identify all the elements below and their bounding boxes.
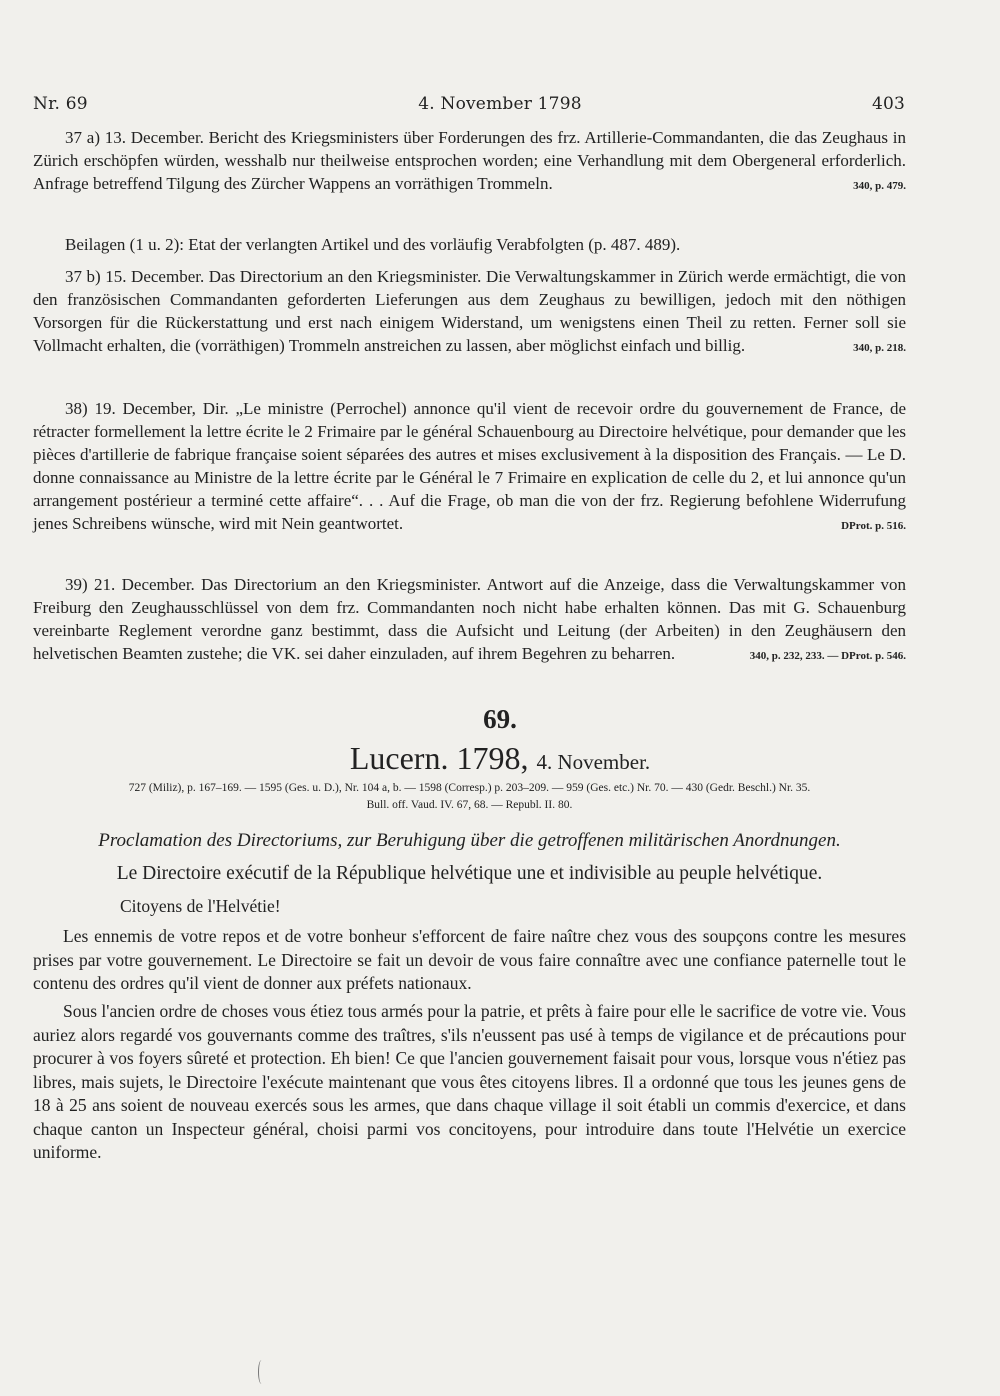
header-date: 4. November 1798 — [418, 94, 582, 114]
entry-38 — [33, 397, 906, 538]
entry-text: 38) 19. December, Dir. „Le ministre (Perrochel) annonce qu'il vient de recevoir ordre du gouvernement de France, de rétracter formellement la lettre écrite le 2 Frimaire par le général Schauenbourg au Directoire helvétique, pour demander que les pièces d'artillerie de fabrique française soient séparées des autres et mises exclusivement à la disposition des Français. — Le D. donne connaissance au Ministre de la lettre écrite par le Général le 7 Frimaire en explication de celle du 2, et lui annonce qu'un arrangement postérieur a terminé cette affaire“. . . Auf die Frage, ob man die von der frz. Regierung befohlene Widerrufung jenes Schreibens wünsche, wird mit Nein geantwortet. — [33, 399, 906, 533]
archive-reference: 340, p. 479. — [853, 180, 906, 192]
sources-line: 727 (Miliz), p. 167–169. — 1595 (Ges. u. D.), Nr. 104 a, b. — 1598 (Corresp.) p. 203–209. — 959 (Ges. etc.) Nr. 70. — 430 (Gedr. Beschl.) Nr. 35. — [128, 782, 811, 794]
sources-line: Bull. off. Vaud. IV. 67, 68. — Republ. II. 80. — [366, 799, 573, 811]
document-number: 69. — [483, 704, 517, 734]
entry-text: 37 b) 15. December. Das Directorium an den Kriegsminister. Die Verwaltungskammer in Zürich werde ermächtigt, die von den französischen Commandanten geforderten Lieferungen aus dem Zeughaus zu bewilligen, jedoch mit den nöthigen Vorsorgen für die Rückerstattung und erst nach einigem Widerstand, um wenigstens einen Theil zu retten. Ferner soll sie Vollmacht erhalten, die (vorräthigen) Trommeln anstreichen zu lassen, aber möglichst einfach und billig. — [33, 267, 906, 355]
entry-text: Beilagen (1 u. 2): Etat der verlangten Artikel und des vorläufig Verabfolgten (p. 487. 489). — [65, 235, 681, 254]
archive-reference: 340, p. 218. — [853, 342, 906, 354]
entry-beilagen — [33, 233, 906, 256]
entry-37b — [33, 265, 906, 360]
document-title — [0, 740, 1000, 777]
document-place-year: Lucern. 1798, — [349, 740, 529, 776]
proclamation-paragraph: Les ennemis de votre repos et de votre bonheur s'efforcent de faire naître chez vous des soupçons contre les mesures prises par votre gouvernement. Le Directoire se fait un devoir de vous faire connaître avec une confiance paternelle tout le contenu des ordres qu'il vient de donner aux préfets nationaux. — [33, 926, 906, 993]
entry-39 — [33, 573, 906, 668]
entry-37a — [33, 126, 906, 198]
archive-reference: 340, p. 232, 233. — DProt. p. 546. — [749, 650, 906, 662]
archive-reference: DProt. p. 516. — [841, 520, 906, 532]
header-number: Nr. 69 — [33, 94, 88, 114]
document-heading: Le Directoire exécutif de la République helvétique une et indivisible au peuple helvétique. — [116, 863, 823, 884]
page-mark — [258, 1360, 265, 1384]
page-number: 403 — [871, 94, 905, 114]
entry-text: 39) 21. December. Das Directorium an den Kriegsminister. Antwort auf die Anzeige, dass die Verwaltungskammer von Freiburg den Zeughausschlüssel von dem frz. Commandanten noch nicht habe erhalten können. Das mit G. Schauenburg vereinbarte Reglement verordne ganz bestimmt, dass die Aufsicht und Leitung (der Arbeiten) in den Zeughäusern den helvetischen Beamten zustehe; die VK. sei daher einzuladen, auf ihrem Begehren zu beharren. — [33, 575, 906, 663]
proclamation-paragraph: Sous l'ancien ordre de choses vous étiez tous armés pour la patrie, et prêts à faire pour elle le sacrifice de votre vie. Vous auriez alors regardé vos gouvernants comme des traîtres, s'ils n'eussent pas usé à temps de vigilance et de précautions pour procurer à vos foyers sûreté et protection. Eh bien! Ce que l'ancien gouvernement faisait pour vous, lorsque vous n'étiez pas libres, mais sujets, le Directoire l'exécute maintenant que vous êtes citoyens libres. Il a ordonné que tous les jeunes gens de 18 à 25 ans soient de nouveau exercés sous les armes, que dans chaque village il soit établi un commis d'exercice, et dans chaque canton un Inspecteur général, choisi parmi vos concitoyens, pour introduire dans toute l'Helvétie un exercice uniforme. — [33, 1001, 906, 1162]
entry-text: 37 a) 13. December. Bericht des Kriegsministers über Forderungen des frz. Artillerie-Commandanten, die das Zeughaus in Zürich erschöpfen würden, wesshalb nur theilweise entsprochen worden; eine Verhandlung mit dem Obergeneral erforderlich. Anfrage betreffend Tilgung des Zürcher Wappens an vorräthigen Trommeln. — [33, 128, 906, 193]
document-date: 4. November. — [536, 750, 651, 774]
document-sources — [33, 780, 906, 814]
salutation: Citoyens de l'Helvétie! — [120, 896, 281, 916]
document-subject: Proclamation des Directoriums, zur Beruhigung über die getroffenen militärischen Anordnungen. — [98, 830, 841, 851]
